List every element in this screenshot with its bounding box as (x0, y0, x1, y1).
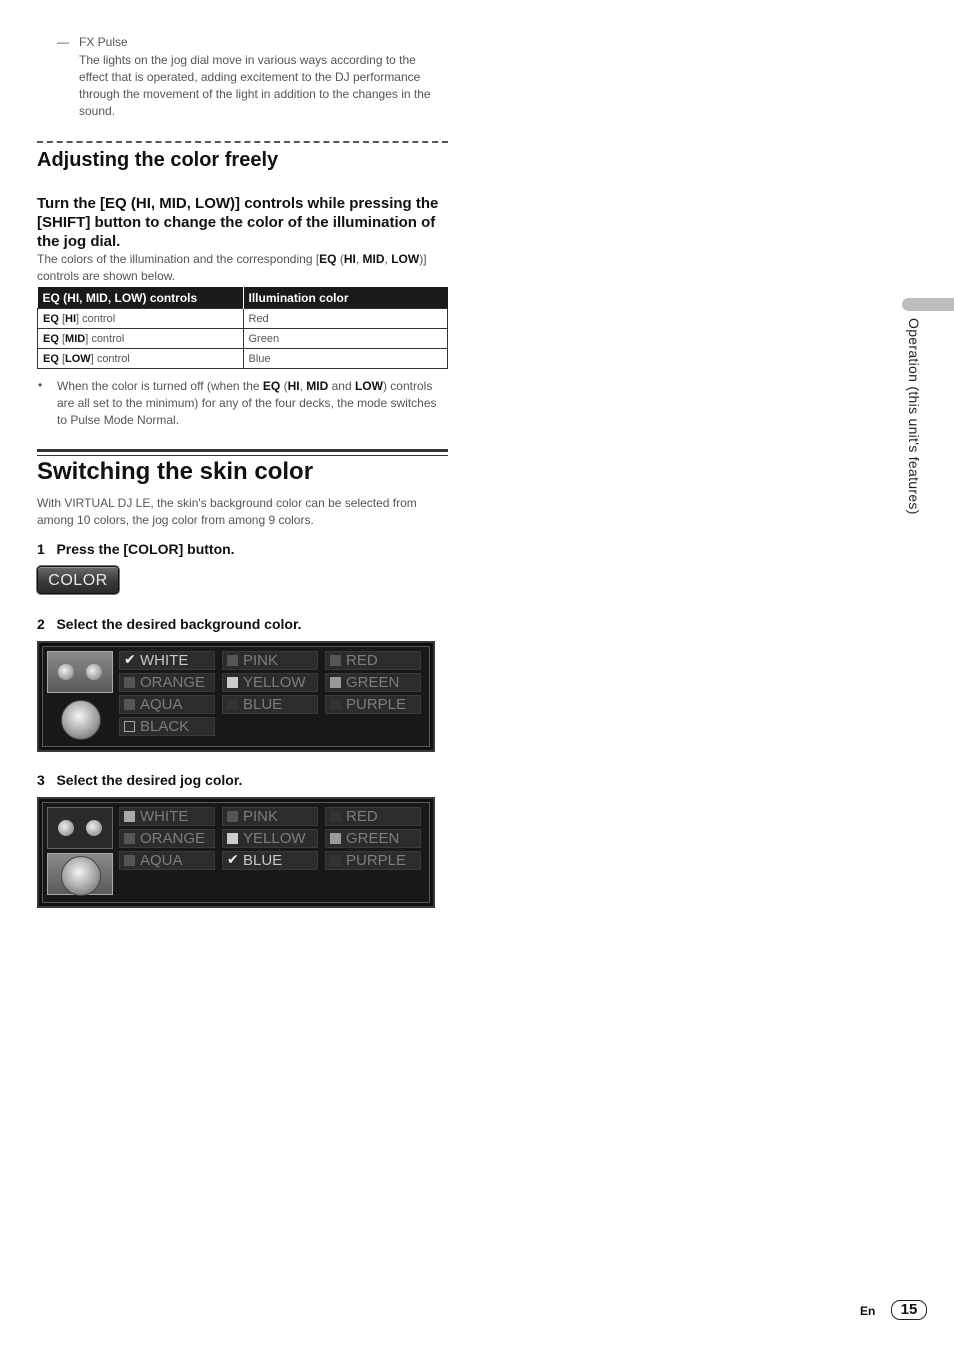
chapter-tab-label: Operation (this unit's features) (906, 318, 922, 515)
checkbox-icon (124, 811, 135, 822)
checkbox-checked-icon: ✔ (227, 851, 239, 867)
table-header-controls: EQ (HI, MID, LOW) controls (38, 287, 244, 309)
fx-pulse-description: The lights on the jog dial move in various ways according to the effect that is operated, adding excitement to the DJ performance through the movement of the light in addition to the changes in the sound. (79, 53, 431, 118)
checkbox-icon (227, 833, 238, 844)
jog-option-green[interactable]: GREEN (325, 829, 421, 848)
checkbox-icon (227, 677, 238, 688)
note-text: When the color is turned off (when the EQ (HI, MID and LOW) controls are all set to the minimum) for any of the four decks, the mode switches to Pulse Mode Normal. (57, 379, 437, 427)
jog-option-orange[interactable]: ORANGE (119, 829, 215, 848)
jog-color-panel (37, 797, 435, 908)
table-cell-control: EQ [LOW] control (38, 349, 244, 369)
bg-option-blue[interactable]: BLUE (222, 695, 318, 714)
table-intro: The colors of the illumination and the corresponding [EQ (HI, MID, LOW)] controls are shown below. (37, 252, 427, 283)
bg-option-red[interactable]: RED (325, 651, 421, 670)
skin-mode-tab[interactable] (47, 651, 113, 693)
checkbox-icon (330, 655, 341, 666)
jog-icon (61, 856, 101, 896)
color-button[interactable]: COLOR (37, 566, 119, 594)
step-1: 1 Press the [COLOR] button. (37, 541, 235, 557)
checkbox-icon (330, 833, 341, 844)
checkbox-icon (124, 677, 135, 688)
checkbox-icon (124, 699, 135, 710)
jog-icon (61, 700, 101, 740)
table-header-row (38, 287, 448, 309)
bg-option-green[interactable]: GREEN (325, 673, 421, 692)
table-cell-control: EQ [MID] control (38, 329, 244, 349)
skin-intro: With VIRTUAL DJ LE, the skin's background color can be selected from among 10 colors, the jog color from among 9 colors. (37, 496, 417, 527)
background-color-panel (37, 641, 435, 752)
checkbox-icon (124, 721, 135, 732)
section-divider-dashed (37, 141, 448, 143)
skin-mode-tab[interactable] (47, 807, 113, 849)
panel-mode-icons (47, 651, 115, 743)
fx-pulse-title: FX Pulse (79, 35, 128, 49)
table-row (38, 329, 448, 349)
bg-option-white[interactable]: ✔ WHITE (119, 651, 215, 670)
table-row (38, 309, 448, 329)
table-header-color: Illumination color (243, 287, 448, 309)
checkbox-icon (330, 811, 341, 822)
table-cell-color: Blue (243, 349, 448, 369)
language-code: En (860, 1304, 876, 1318)
jog-option-pink[interactable]: PINK (222, 807, 318, 826)
checkbox-icon (330, 677, 341, 688)
jog-option-yellow[interactable]: YELLOW (222, 829, 318, 848)
step-2: 2 Select the desired background color. (37, 616, 302, 632)
note-bullet: • (38, 378, 43, 392)
jog-option-aqua[interactable]: AQUA (119, 851, 215, 870)
bg-option-purple[interactable]: PURPLE (325, 695, 421, 714)
panel-frame (42, 802, 430, 903)
heading-switching-skin-color: Switching the skin color (37, 458, 314, 485)
checkbox-checked-icon: ✔ (124, 651, 136, 667)
heading-adjusting-color: Adjusting the color freely (37, 149, 279, 171)
table-cell-control: EQ [HI] control (38, 309, 244, 329)
jog-option-purple[interactable]: PURPLE (325, 851, 421, 870)
eq-illumination-table (37, 287, 448, 369)
bg-option-yellow[interactable]: YELLOW (222, 673, 318, 692)
checkbox-icon (227, 811, 238, 822)
checkbox-icon (330, 699, 341, 710)
panel-frame (42, 646, 430, 747)
skin-icon (58, 663, 102, 681)
instruction-text: Turn the [EQ (HI, MID, LOW)] controls while pressing the [SHIFT] button to change the color of the illumination of the jog dial. (37, 195, 439, 250)
jog-mode-tab[interactable] (47, 697, 113, 739)
jog-option-white[interactable]: WHITE (119, 807, 215, 826)
jog-option-red[interactable]: RED (325, 807, 421, 826)
checkbox-icon (227, 655, 238, 666)
jog-option-blue[interactable]: ✔ BLUE (222, 851, 318, 870)
table-row (38, 349, 448, 369)
panel-mode-icons (47, 807, 115, 899)
step-3: 3 Select the desired jog color. (37, 772, 243, 788)
bg-option-black[interactable]: BLACK (119, 717, 215, 736)
chapter-tab-marker (902, 298, 954, 311)
skin-icon (58, 819, 102, 837)
jog-mode-tab[interactable] (47, 853, 113, 895)
checkbox-icon (124, 855, 135, 866)
fx-pulse-dash: — (57, 35, 69, 49)
page-number: 15 (891, 1300, 927, 1320)
table-cell-color: Green (243, 329, 448, 349)
table-cell-color: Red (243, 309, 448, 329)
checkbox-icon (330, 855, 341, 866)
bg-option-orange[interactable]: ORANGE (119, 673, 215, 692)
bg-option-pink[interactable]: PINK (222, 651, 318, 670)
checkbox-icon (124, 833, 135, 844)
checkbox-icon (227, 699, 238, 710)
bg-option-aqua[interactable]: AQUA (119, 695, 215, 714)
section-divider-double (37, 449, 448, 456)
